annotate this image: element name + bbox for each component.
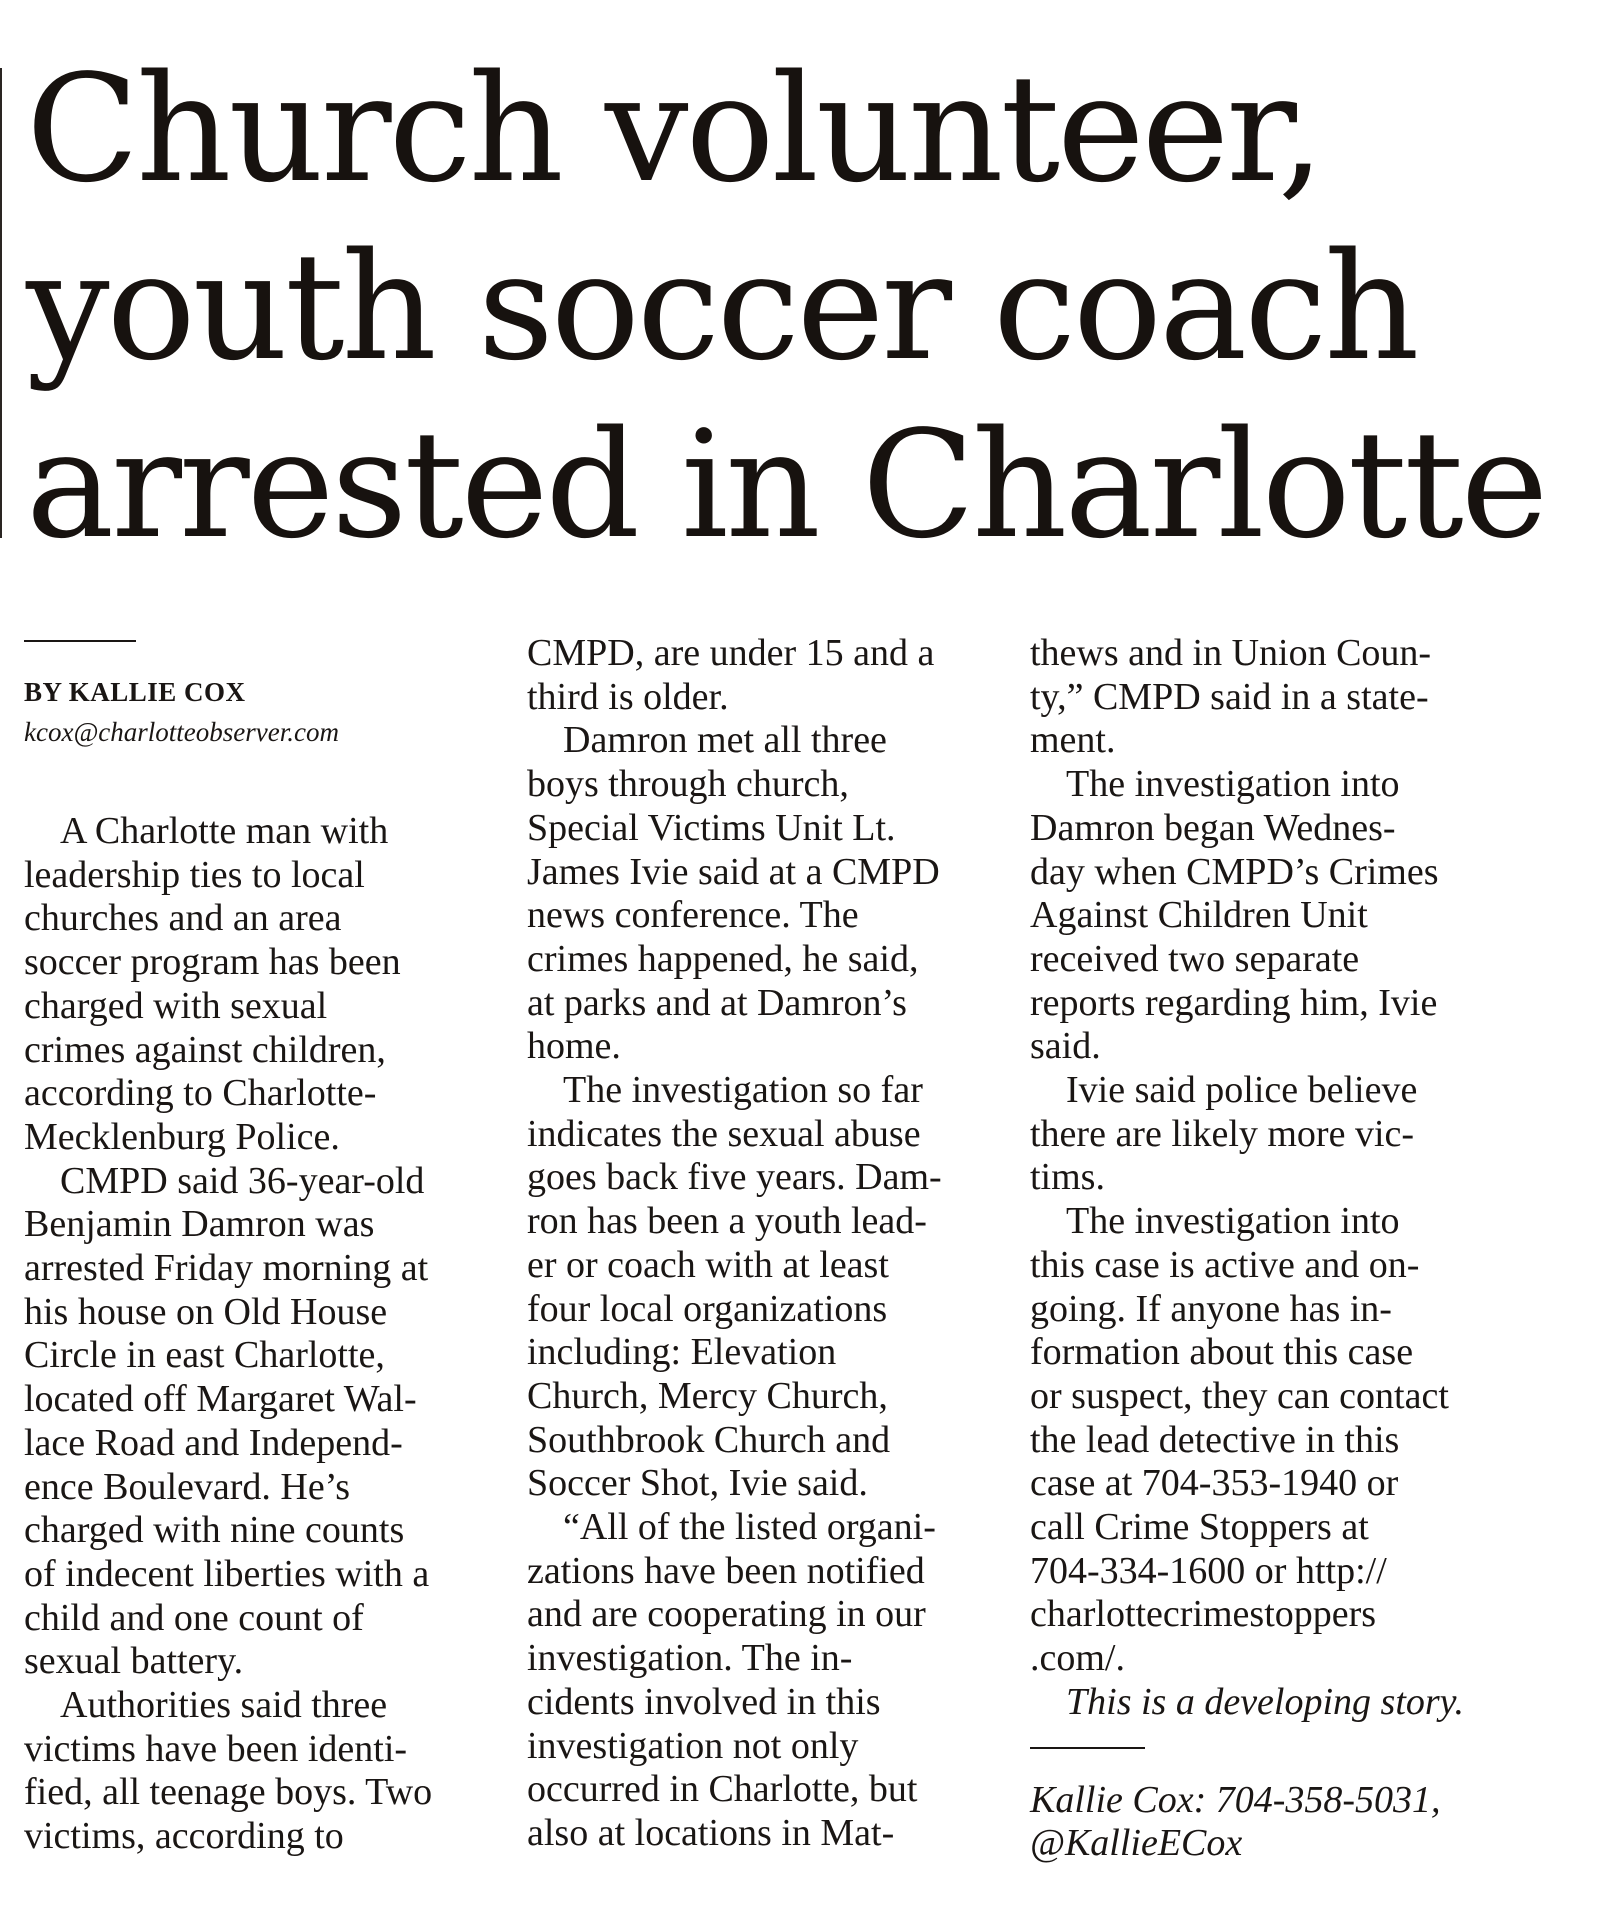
article-text-line: charged with nine counts — [24, 1509, 405, 1552]
article-text-line: “All of the listed organi- — [563, 1506, 936, 1549]
article-text-line: ence Boulevard. He’s — [24, 1465, 351, 1508]
article-text-line: James Ivie said at a CMPD — [527, 850, 940, 893]
article-text-line: at parks and at Damron’s — [527, 981, 907, 1024]
article-text-line: Ivie said police believe — [1066, 1069, 1418, 1112]
article-text-line: there are likely more vic- — [1030, 1112, 1415, 1155]
article-text-line: A Charlotte man with — [60, 810, 389, 852]
article-text-line: sexual battery. — [24, 1640, 244, 1683]
article-text-line: thews and in Union Coun- — [1030, 632, 1432, 674]
article-text-line: investigation. The in- — [527, 1637, 853, 1680]
article-text-line: indicates the sexual abuse — [527, 1112, 921, 1155]
article-text-line: Damron began Wednes- — [1030, 806, 1396, 849]
byline-rule — [24, 640, 136, 642]
article-text-line: ty,” CMPD said in a state- — [1030, 675, 1429, 718]
article-text-line: The investigation into — [1066, 1200, 1400, 1243]
article-text-line: the lead detective in this — [1030, 1418, 1400, 1461]
article-text-line: news conference. The — [527, 894, 859, 937]
article-text-line: victims have been identi- — [24, 1727, 408, 1770]
article-text-line: soccer program has been — [24, 941, 401, 984]
article-text-line: churches and an area — [24, 897, 342, 940]
article-text-line: call Crime Stoppers at — [1030, 1506, 1369, 1549]
article-text-line: The investigation so far — [563, 1069, 923, 1112]
article-text-line: arrested Friday morning at — [24, 1247, 429, 1290]
author-email-link[interactable]: kcox@charlotteobserver.com — [24, 717, 339, 747]
article-text-line: boys through church, — [527, 763, 849, 806]
left-margin-rule — [0, 68, 2, 538]
article-text-line: charlottecrimestoppers — [1030, 1593, 1377, 1636]
article-text-line: leadership ties to local — [24, 853, 365, 896]
article-text-line: Against Children Unit — [1030, 894, 1368, 937]
headline-line: youth soccer coach — [26, 221, 1417, 393]
article-text-line: said. — [1030, 1025, 1101, 1068]
article-text-line: er or coach with at least — [527, 1243, 889, 1286]
signature-line: Kallie Cox: 704-358-5031, — [1030, 1778, 1441, 1821]
article-text-line: The investigation into — [1066, 763, 1400, 806]
article-text-line: cidents involved in this — [527, 1680, 881, 1723]
signature-handle: @KallieECox — [1030, 1822, 1243, 1865]
article-text-line: and are cooperating in our — [527, 1593, 926, 1636]
article-text-line: crimes against children, — [24, 1028, 386, 1071]
article-text-line: occurred in Charlotte, but — [527, 1768, 918, 1811]
article-text-line: ment. — [1030, 719, 1116, 762]
article-text-line: CMPD, are under 15 and a — [527, 632, 935, 674]
article-text-line: .com/. — [1030, 1637, 1125, 1680]
article-text-line: ron has been a youth lead- — [527, 1200, 927, 1243]
article-text-line: CMPD said 36-year-old — [60, 1159, 425, 1202]
article-text-line: investigation not only — [527, 1724, 859, 1767]
article-text-line: Southbrook Church and — [527, 1418, 891, 1461]
article-text-line: Mecklenburg Police. — [24, 1115, 340, 1158]
article-text-line: including: Elevation — [527, 1331, 837, 1374]
article-text-line: crimes happened, he said, — [527, 937, 919, 980]
article-text-line: his house on Old House — [24, 1290, 388, 1333]
article-text-line: Church, Mercy Church, — [527, 1374, 888, 1417]
article-text-line: tims. — [1030, 1156, 1105, 1199]
article-text-line: of indecent liberties with a — [24, 1552, 430, 1595]
article-column-3 — [1030, 632, 1520, 1866]
article-text-line: child and one count of — [24, 1596, 364, 1639]
article-text-line: home. — [527, 1025, 621, 1068]
article-column-1 — [24, 632, 514, 1859]
developing-story-note: This is a developing story. — [1066, 1680, 1464, 1723]
column-1-body — [24, 810, 514, 1859]
article-text-line: Benjamin Damron was — [24, 1203, 375, 1246]
signature-rule — [1030, 1747, 1145, 1749]
article-text-line: 704-334-1600 or http:// — [1030, 1549, 1387, 1592]
article-text-line: charged with sexual — [24, 984, 328, 1027]
article-text-line: Damron met all three — [563, 719, 887, 762]
article-text-line: goes back five years. Dam- — [527, 1156, 942, 1199]
article-text-line: or suspect, they can contact — [1030, 1374, 1449, 1417]
article-text-line: also at locations in Mat- — [527, 1811, 895, 1854]
column-2-body — [527, 632, 1017, 1856]
article-text-line: Authorities said three — [60, 1684, 388, 1727]
article-text-line: formation about this case — [1030, 1331, 1414, 1374]
article-text-line: day when CMPD’s Crimes — [1030, 850, 1439, 893]
article-text-line: going. If anyone has in- — [1030, 1287, 1392, 1330]
article-text-line: fied, all teenage boys. Two — [24, 1771, 433, 1814]
article-text-line: third is older. — [527, 675, 729, 718]
article-text-line: zations have been notified — [527, 1549, 925, 1592]
article-text-line: lace Road and Independ- — [24, 1421, 403, 1464]
column-3-body — [1030, 632, 1520, 1681]
article-text-line: Special Victims Unit Lt. — [527, 806, 896, 849]
headline-line: arrested in Charlotte — [26, 399, 1546, 571]
article-text-line: reports regarding him, Ivie — [1030, 981, 1438, 1024]
article-text-line: received two separate — [1030, 937, 1360, 980]
article-text-line: Circle in east Charlotte, — [24, 1334, 385, 1377]
byline: BY KALLIE COX — [24, 677, 246, 707]
article-text-line: four local organizations — [527, 1287, 888, 1330]
article-text-line: according to Charlotte- — [24, 1072, 377, 1115]
headline-line: Church volunteer, — [26, 43, 1322, 215]
article-column-2 — [527, 632, 1017, 1856]
article-text-line: case at 704-353-1940 or — [1030, 1462, 1399, 1505]
article-text-line: victims, according to — [24, 1815, 344, 1858]
article-text-line: Soccer Shot, Ivie said. — [527, 1462, 868, 1505]
article-text-line: located off Margaret Wal- — [24, 1378, 417, 1421]
article-text-line: this case is active and on- — [1030, 1243, 1420, 1286]
headline — [26, 40, 1566, 574]
